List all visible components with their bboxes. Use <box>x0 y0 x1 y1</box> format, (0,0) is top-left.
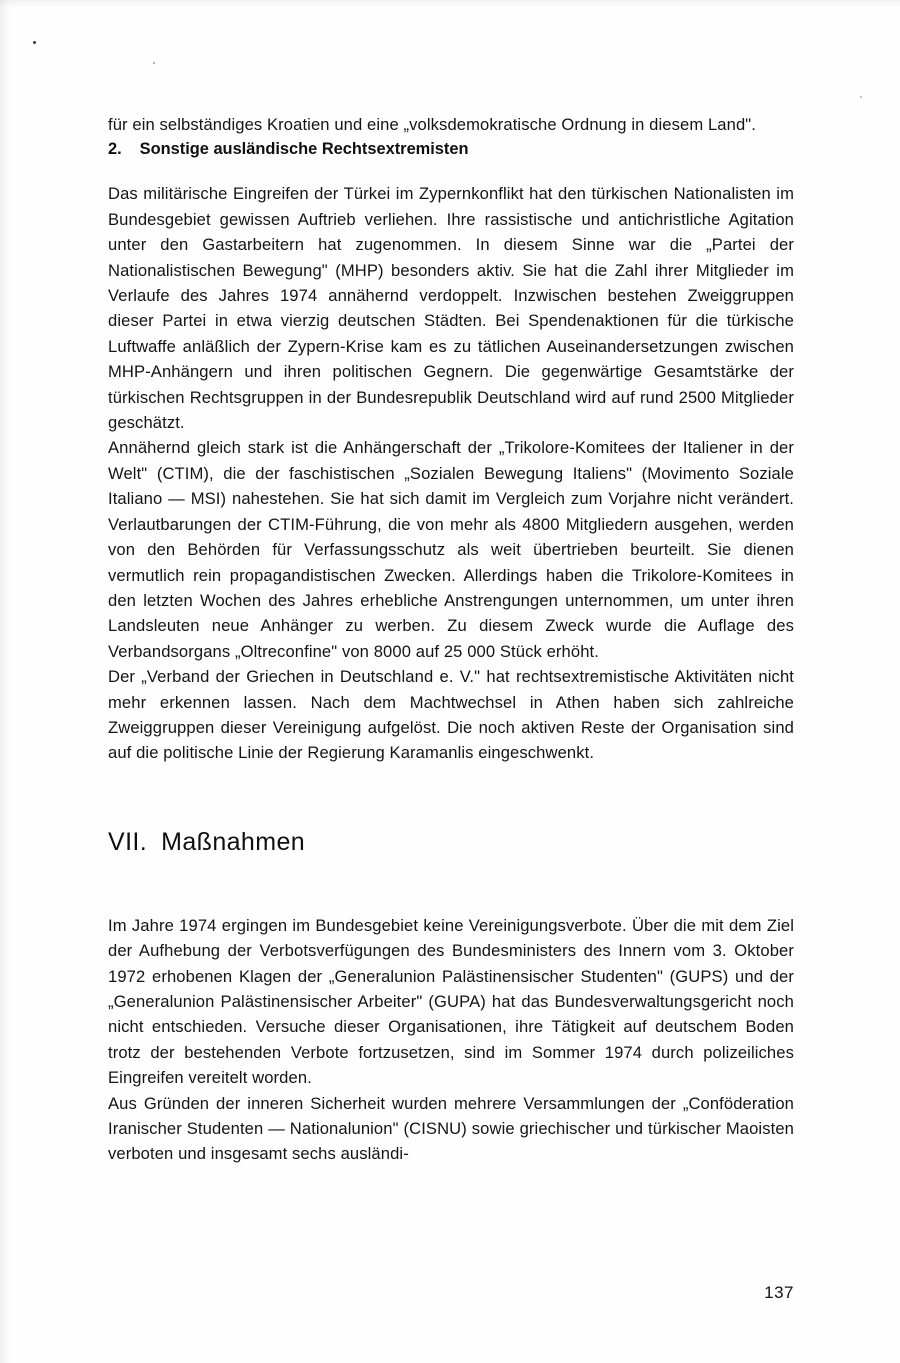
section-title: Sonstige ausländische Rechtsextremisten <box>139 140 469 159</box>
section-paragraph: Das militärische Eingreifen der Türkei im Zypernkonflikt hat den türkischen Nationalisten im Bundesgebiet gewissen Auftrieb verliehen. Ihre rassistische und antichristliche Agitation unter den Gastarbeitern hat zugenommen. In diesem Sinne war die „Partei der Nationalistischen Bewegung" (MHP) besonders aktiv. Sie hat die Zahl ihrer Mitglieder im Verlaufe des Jahres 1974 annähernd verdoppelt. Inzwischen bestehen Zweiggruppen dieser Partei in etwa vierzig deutschen Städten. Bei Spendenaktionen für die türkische Luftwaffe anläßlich der Zypern-Krise kam es zu tätlichen Auseinandersetzungen zwischen MHP-Anhängern und ihren politischen Gegnern. Die gegenwärtige Gesamtstärke der türkischen Rechtsgruppen in der Bundesrepublik Deutschland wird auf rund 2500 Mitglieder geschätzt. <box>108 184 794 433</box>
lead-paragraph: für ein selbständiges Kroatien und eine „volksdemokratische Ordnung in diesem Land". <box>108 115 756 134</box>
vertical-spacer <box>108 857 794 913</box>
chapter-numeral: VII. <box>108 827 148 856</box>
page-edge-shading-left <box>0 0 10 1363</box>
scan-artifact-speck <box>860 96 862 98</box>
scan-artifact-speck <box>153 62 155 64</box>
section-number: 2. <box>108 140 122 159</box>
page-number: 137 <box>764 1283 794 1302</box>
chapter-heading <box>108 828 794 857</box>
vertical-spacer <box>108 766 794 828</box>
chapter-paragraph: Aus Gründen der inneren Sicherheit wurden mehrere Versammlungen der „Conföderation Iranischer Studenten — Nationalunion" (CISNU) sowie griechischer und türkischer Maoisten verboten und insgesamt sechs ausländi- <box>108 1093 794 1164</box>
section-paragraph: Der „Verband der Griechen in Deutschland e. V." hat rechtsextremistische Aktivitäten nicht mehr erkennen lassen. Nach dem Machtwechsel in Athen haben sich zahlreiche Zweiggruppen dieser Vereinigung aufgelöst. Die noch aktiven Reste der Organisation sind auf die politische Linie der Regierung Karamanlis eingeschwenkt. <box>108 667 794 763</box>
section-paragraph: Annähernd gleich stark ist die Anhängerschaft der „Trikolore-Komitees der Italiener in der Welt" (CTIM), die der faschistischen „Sozialen Bewegung Italiens" (Movimento Soziale Italiano — MSI) nahestehen. Sie hat sich damit im Vergleich zum Vorjahre nicht verändert. Verlautbarungen der CTIM-Führung, die von mehr als 4800 Mitgliedern ausgehen, werden von den Behörden für Verfassungsschutz als weit übertrieben beurteilt. Sie dienen vermutlich rein propagandistischen Zwecken. Allerdings haben die Trikolore-Komitees in den letzten Wochen des Jahres erhebliche Anstrengungen unternommen, um unter ihren Landsleuten neue Anhänger zu werben. Zu diesem Zweck wurde die Auflage des Verbandsorgans „Oltreconfine" von 8000 auf 25 000 Stück erhöht. <box>108 438 794 661</box>
chapter-title: Maßnahmen <box>161 827 306 856</box>
section-heading <box>108 137 794 161</box>
page-edge-shading-top <box>0 0 900 8</box>
chapter-paragraph: Im Jahre 1974 ergingen im Bundesgebiet keine Vereinigungsverbote. Über die mit dem Ziel der Aufhebung der Verbotsverfügungen des Bundesministers des Innern vom 3. Oktober 1972 erhobenen Klagen der „Generalunion Palästinensischer Studenten" (GUPS) und der „Generalunion Palästinensischer Arbeiter" (GUPA) hat das Bundesverwaltungsgericht noch nicht entschieden. Versuche dieser Organisationen, ihre Tätigkeit auf deutschem Boden trotz der bestehenden Verbote fortzusetzen, sind im Sommer 1974 durch polizeiliches Eingreifen vereitelt worden. <box>108 915 794 1088</box>
page-text-column <box>108 112 794 1167</box>
scan-artifact-speck <box>33 41 36 44</box>
